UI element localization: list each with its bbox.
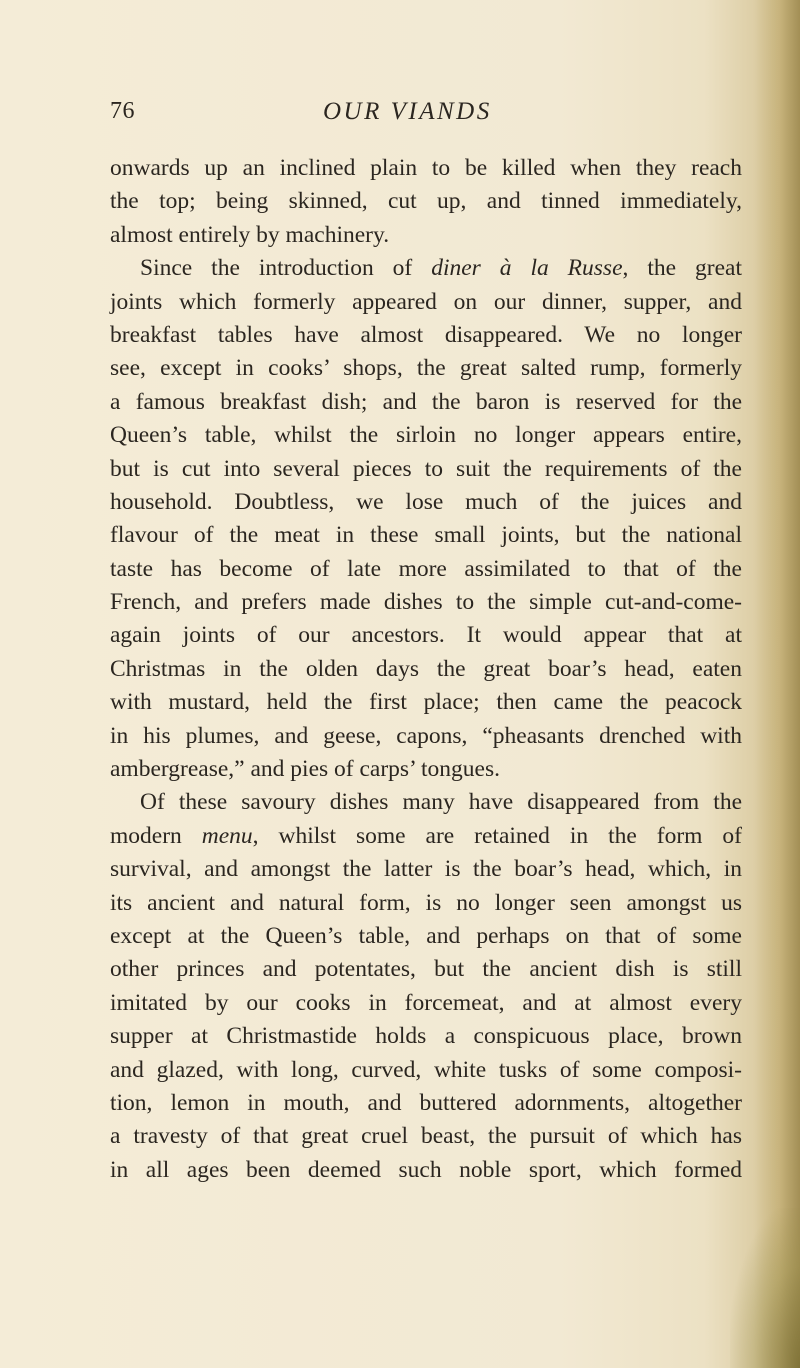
text-line: almost entirely by machinery. bbox=[110, 221, 390, 248]
text-line: Christmas in the olden days the great boar’s head, eaten bbox=[110, 655, 742, 682]
text-line: supper at Christmastide holds a conspicuous place, brown bbox=[110, 1023, 742, 1050]
text-line: joints which formerly appeared on our dinner, supper, and bbox=[110, 288, 742, 315]
text-line: a travesty of that great cruel beast, the pursuit of which has bbox=[110, 1123, 742, 1150]
text-line bbox=[110, 820, 742, 853]
text-line: its ancient and natural form, is no longer seen amongst us bbox=[110, 889, 742, 916]
text-line: imitated by our cooks in forcemeat, and at almost every bbox=[110, 989, 742, 1016]
italic-phrase: diner à la Russe bbox=[431, 255, 623, 282]
text-run: , whilst some are retained in the form of bbox=[252, 822, 742, 849]
page-header bbox=[110, 98, 730, 138]
text-line: breakfast tables have almost disappeared. We no longer bbox=[110, 321, 742, 348]
text-line: Of these savoury dishes many have disappeared from the bbox=[140, 789, 742, 816]
text-line: ambergrease,” and pies of carps’ tongues. bbox=[110, 756, 500, 783]
text-line: tion, lemon in mouth, and buttered adornments, altogether bbox=[110, 1089, 742, 1116]
text-run: modern bbox=[110, 822, 202, 849]
text-line: the top; being skinned, cut up, and tinned immediately, bbox=[110, 188, 742, 215]
page-number: 76 bbox=[110, 98, 135, 124]
running-head: OUR VIANDS bbox=[323, 98, 492, 125]
text-line: survival, and amongst the latter is the boar’s head, which, in bbox=[110, 856, 742, 883]
text-line: in his plumes, and geese, capons, “pheasants drenched with bbox=[110, 722, 742, 749]
page-edge-discoloration bbox=[754, 0, 800, 1368]
text-line: and glazed, with long, curved, white tusks of some composi- bbox=[110, 1056, 742, 1083]
text-line: French, and prefers made dishes to the simple cut-and-come- bbox=[110, 589, 742, 616]
text-line bbox=[110, 252, 742, 285]
text-line: except at the Queen’s table, and perhaps on that of some bbox=[110, 922, 742, 949]
text-line: other princes and potentates, but the ancient dish is still bbox=[110, 956, 742, 983]
text-run: , the great bbox=[622, 255, 742, 282]
body-text bbox=[110, 152, 742, 1187]
text-line: flavour of the meat in these small joints, but the national bbox=[110, 522, 742, 549]
text-line: a famous breakfast dish; and the baron is reserved for the bbox=[110, 388, 742, 415]
text-line: with mustard, held the first place; then came the peacock bbox=[110, 689, 742, 716]
text-line: taste has become of late more assimilated to that of the bbox=[110, 555, 742, 582]
page-corner-stain bbox=[730, 1208, 800, 1368]
text-run: Since the introduction of bbox=[140, 255, 432, 282]
text-line: Queen’s table, whilst the sirloin no longer appears entire, bbox=[110, 422, 742, 449]
text-line: in all ages been deemed such noble sport, which formed bbox=[110, 1156, 742, 1183]
text-line: but is cut into several pieces to suit the requirements of the bbox=[110, 455, 742, 482]
text-line: household. Doubtless, we lose much of the juices and bbox=[110, 488, 742, 515]
text-line: see, except in cooks’ shops, the great salted rump, formerly bbox=[110, 355, 742, 382]
italic-phrase: menu bbox=[201, 822, 253, 849]
text-line: onwards up an inclined plain to be killed when they reach bbox=[110, 155, 742, 181]
text-line: again joints of our ancestors. It would appear that at bbox=[110, 622, 742, 649]
